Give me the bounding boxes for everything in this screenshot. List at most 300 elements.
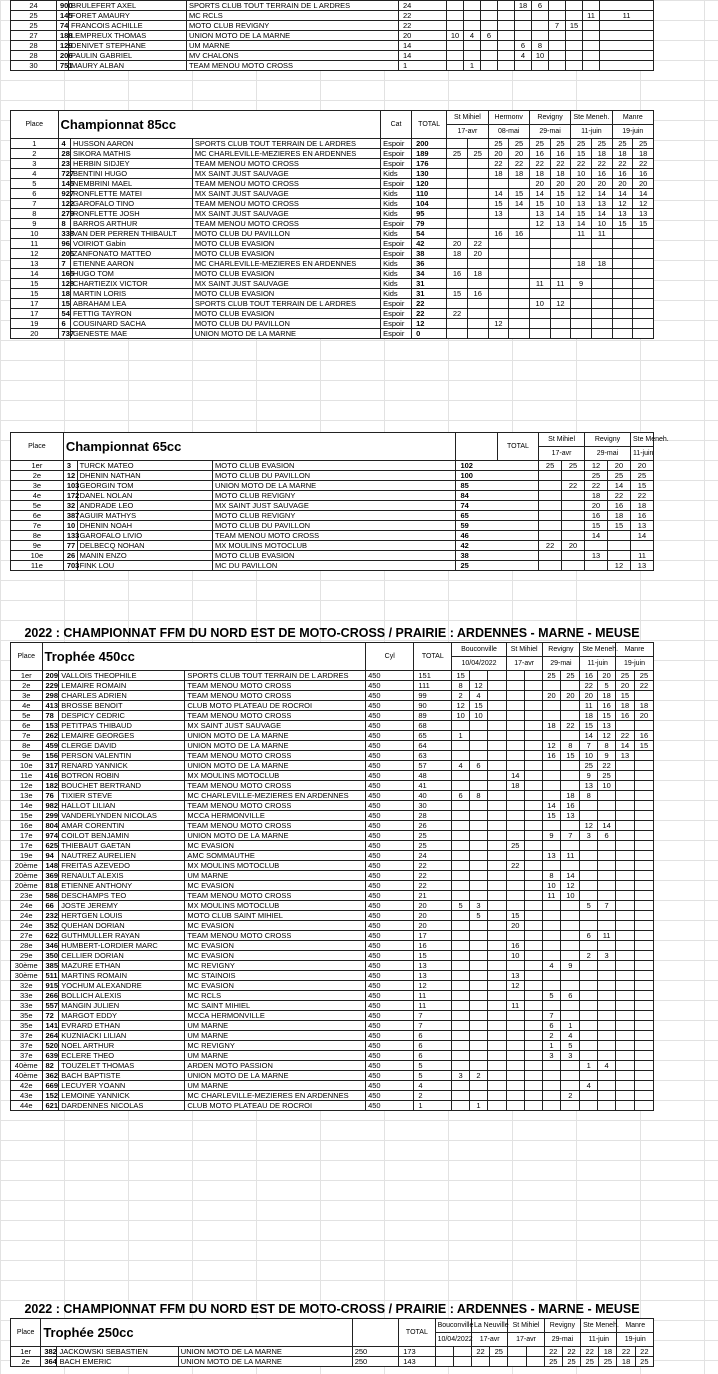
- score-cell: 12: [470, 681, 488, 691]
- place-cell: 27: [11, 31, 57, 41]
- score-cell: [487, 741, 506, 751]
- table-450cc-previous-rows: [10, 0, 654, 71]
- score-cell: 3: [452, 1071, 470, 1081]
- score-cell: [447, 189, 468, 199]
- club-cell: TEAM MENOU MOTO CROSS: [185, 821, 366, 831]
- score-cell: [634, 861, 653, 871]
- rider-number-cell: 153: [42, 721, 59, 731]
- table-row: [11, 319, 654, 329]
- score-cell: [524, 981, 542, 991]
- table-row: [11, 1081, 654, 1091]
- score-cell: [447, 259, 468, 269]
- total-cell: 21: [414, 891, 452, 901]
- table-row: [11, 971, 654, 981]
- score-cell: 18: [571, 259, 592, 269]
- rider-number-cell: 387: [63, 511, 77, 521]
- place-cell: 35e: [11, 1011, 43, 1021]
- rider-name-cell: MANIN ENZO: [77, 551, 212, 561]
- score-cell: [524, 851, 542, 861]
- place-cell: 4e: [11, 701, 43, 711]
- score-cell: [487, 931, 506, 941]
- score-cell: 2: [452, 691, 470, 701]
- score-cell: [524, 831, 542, 841]
- table-row: [11, 531, 654, 541]
- table-row: [11, 821, 654, 831]
- rider-number-cell: 369: [42, 871, 59, 881]
- score-cell: [487, 961, 506, 971]
- place-cell: 4: [11, 169, 59, 179]
- score-cell: [524, 931, 542, 941]
- score-cell: 25: [599, 1357, 617, 1367]
- score-cell: [447, 279, 468, 289]
- score-cell: [452, 1041, 470, 1051]
- table-row: [11, 229, 654, 239]
- place-cell: 5e: [11, 501, 64, 511]
- club-cell: MCCA HERMONVILLE: [185, 1011, 366, 1021]
- score-cell: 5: [580, 901, 598, 911]
- score-cell: [447, 229, 468, 239]
- score-cell: [498, 31, 515, 41]
- score-cell: [571, 239, 592, 249]
- total-cell: 5: [414, 1071, 452, 1081]
- score-cell: 8: [532, 41, 549, 51]
- score-cell: [616, 941, 635, 951]
- rider-number-cell: 264: [42, 1031, 59, 1041]
- rider-name-cell: FRANCOIS ACHILLE: [69, 21, 187, 31]
- score-cell: 11: [550, 279, 571, 289]
- score-cell: [506, 721, 524, 731]
- rider-name-cell: LEMOINE YANNICK: [59, 1091, 185, 1101]
- cylinder-cell: 450: [366, 1061, 414, 1071]
- score-cell: [470, 871, 488, 881]
- score-cell: 25: [571, 139, 592, 149]
- score-cell: [591, 289, 612, 299]
- score-cell: [452, 1051, 470, 1061]
- score-cell: 1: [580, 1061, 598, 1071]
- score-cell: [487, 891, 506, 901]
- rider-name-cell: ZANFONATO MATTEO: [70, 249, 192, 259]
- table-row: [11, 881, 654, 891]
- score-cell: [571, 309, 592, 319]
- rider-name-cell: JACKOWSKI SEBASTIEN: [57, 1347, 178, 1357]
- score-cell: [616, 871, 635, 881]
- score-cell: [524, 771, 542, 781]
- score-cell: [467, 309, 488, 319]
- place-cell: 20ème: [11, 861, 43, 871]
- rider-number-cell: 6: [58, 319, 70, 329]
- rider-name-cell: FETTIG TAYRON: [70, 309, 192, 319]
- header-row: [11, 1319, 654, 1333]
- score-cell: [580, 1001, 598, 1011]
- score-cell: [616, 921, 635, 931]
- table-title: Championnat 65cc: [63, 433, 456, 461]
- score-cell: [506, 1061, 524, 1071]
- club-cell: MOTO CLUB EVASION: [192, 249, 380, 259]
- club-cell: UNION MOTO DE LA MARNE: [185, 741, 366, 751]
- cylinder-cell: 450: [366, 811, 414, 821]
- score-cell: 4: [452, 761, 470, 771]
- score-cell: 22: [633, 159, 654, 169]
- club-cell: TEAM MENOU MOTO CROSS: [185, 751, 366, 761]
- rider-name-cell: ETIENNE ANTHONY: [59, 881, 185, 891]
- score-cell: 22: [612, 159, 633, 169]
- score-cell: 25: [581, 1357, 599, 1367]
- score-cell: [612, 249, 633, 259]
- score-cell: [598, 851, 616, 861]
- score-cell: 2: [470, 1071, 488, 1081]
- score-cell: 12: [452, 701, 470, 711]
- rider-number-cell: 669: [42, 1081, 59, 1091]
- score-cell: [561, 701, 580, 711]
- place-cell: 1er: [11, 671, 43, 681]
- score-cell: 18: [598, 691, 616, 701]
- score-cell: [542, 861, 561, 871]
- score-cell: [598, 801, 616, 811]
- rider-number-cell: 103: [63, 481, 77, 491]
- score-cell: [470, 991, 488, 1001]
- score-cell: [562, 521, 585, 531]
- score-cell: [598, 811, 616, 821]
- place-cell: 37e: [11, 1051, 43, 1061]
- club-cell: TEAM MENOU MOTO CROSS: [185, 711, 366, 721]
- score-cell: [580, 1011, 598, 1021]
- score-cell: 18: [509, 169, 530, 179]
- score-cell: [562, 501, 585, 511]
- score-cell: 15: [585, 521, 608, 531]
- score-cell: 18: [550, 169, 571, 179]
- category-cell: Kids: [381, 289, 412, 299]
- total-cell: 100: [456, 471, 539, 481]
- score-cell: [470, 731, 488, 741]
- club-cell: MC DU PAVILLON: [213, 561, 456, 571]
- total-cell: 6: [414, 1041, 452, 1051]
- score-cell: [524, 841, 542, 851]
- place-cell: 14e: [11, 801, 43, 811]
- club-cell: UNION MOTO DE LA MARNE: [185, 831, 366, 841]
- score-cell: [452, 941, 470, 951]
- score-cell: [447, 199, 468, 209]
- score-cell: 16: [529, 149, 550, 159]
- rider-number-cell: 10: [63, 521, 77, 531]
- score-cell: [566, 41, 583, 51]
- table-row: [11, 189, 654, 199]
- score-cell: [487, 1041, 506, 1051]
- score-cell: 11: [561, 851, 580, 861]
- club-cell: MC EVASION: [185, 841, 366, 851]
- score-cell: [542, 941, 561, 951]
- table-row: [11, 1091, 654, 1101]
- score-cell: 25: [467, 149, 488, 159]
- category-cell: Espoir: [381, 309, 412, 319]
- total-cell: 176: [412, 159, 447, 169]
- score-cell: 14: [630, 531, 653, 541]
- place-cell: 15: [11, 279, 59, 289]
- score-cell: 16: [585, 511, 608, 521]
- score-cell: [506, 871, 524, 881]
- score-cell: [542, 821, 561, 831]
- total-cell: 22: [412, 299, 447, 309]
- score-cell: [524, 961, 542, 971]
- score-cell: 13: [585, 551, 608, 561]
- total-cell: 1: [399, 61, 447, 71]
- score-cell: [447, 329, 468, 339]
- score-cell: [467, 159, 488, 169]
- score-cell: [561, 771, 580, 781]
- score-cell: [583, 21, 600, 31]
- score-cell: [506, 711, 524, 721]
- score-cell: [487, 701, 506, 711]
- category-cell: Espoir: [381, 329, 412, 339]
- table-row: [11, 911, 654, 921]
- score-cell: [634, 1031, 653, 1041]
- score-cell: [506, 1081, 524, 1091]
- score-cell: 18: [634, 701, 653, 711]
- event-name: Revigny: [544, 1319, 580, 1333]
- table-row: [11, 1, 654, 11]
- score-cell: [452, 1001, 470, 1011]
- score-cell: [616, 1031, 635, 1041]
- club-cell: MC REVIGNY: [185, 961, 366, 971]
- table-row: [11, 701, 654, 711]
- table-row: [11, 811, 654, 821]
- rider-name-cell: GAROFALO TINO: [70, 199, 192, 209]
- score-cell: [452, 721, 470, 731]
- score-cell: [435, 1347, 453, 1357]
- score-cell: [561, 1101, 580, 1111]
- score-cell: [509, 309, 530, 319]
- score-cell: [524, 921, 542, 931]
- score-cell: 5: [542, 991, 561, 1001]
- rider-number-cell: 148: [42, 861, 59, 871]
- rider-number-cell: 266: [42, 991, 59, 1001]
- place-cell: 40ème: [11, 1071, 43, 1081]
- score-cell: [452, 841, 470, 851]
- score-cell: 18: [607, 511, 630, 521]
- score-cell: [487, 921, 506, 931]
- score-cell: [487, 941, 506, 951]
- score-cell: [452, 821, 470, 831]
- table-row: [11, 891, 654, 901]
- score-cell: [571, 289, 592, 299]
- rider-name-cell: PAULIN GABRIEL: [69, 51, 187, 61]
- total-cell: 4: [414, 1081, 452, 1091]
- score-cell: [532, 61, 549, 71]
- header-row: [11, 643, 654, 657]
- rider-name-cell: FORET AMAURY: [69, 11, 187, 21]
- club-cell: MOTO CLUB EVASION: [213, 551, 456, 561]
- score-cell: [498, 21, 515, 31]
- score-cell: 15: [452, 671, 470, 681]
- score-cell: [561, 1081, 580, 1091]
- score-cell: [616, 881, 635, 891]
- club-cell: TEAM MENOU MOTO CROSS: [185, 801, 366, 811]
- place-cell: 28: [11, 51, 57, 61]
- rider-name-cell: KUZNIACKI LILIAN: [59, 1031, 185, 1041]
- score-cell: [542, 901, 561, 911]
- rider-name-cell: VALLOIS THEOPHILE: [59, 671, 185, 681]
- score-cell: 13: [488, 209, 509, 219]
- score-cell: 5: [470, 911, 488, 921]
- club-cell: TEAM MENOU MOTO CROSS: [192, 159, 380, 169]
- table-row: [11, 1071, 654, 1081]
- score-cell: [600, 61, 654, 71]
- score-cell: [571, 269, 592, 279]
- score-cell: [524, 941, 542, 951]
- place-cell: 9e: [11, 541, 64, 551]
- score-cell: [452, 921, 470, 931]
- total-cell: 20: [399, 31, 447, 41]
- score-cell: [634, 1091, 653, 1101]
- score-cell: 25: [506, 841, 524, 851]
- total-cell: 26: [414, 821, 452, 831]
- cylinder-cell: 450: [366, 1051, 414, 1061]
- score-cell: 16: [580, 671, 598, 681]
- rider-name-cell: MAURY ALBAN: [69, 61, 187, 71]
- score-cell: [539, 561, 562, 571]
- score-cell: 8: [561, 741, 580, 751]
- score-cell: 6: [580, 931, 598, 941]
- score-cell: 12: [550, 299, 571, 309]
- place-cell: 12: [11, 249, 59, 259]
- score-cell: 22: [550, 159, 571, 169]
- score-cell: 13: [630, 561, 653, 571]
- score-cell: [633, 249, 654, 259]
- score-cell: 15: [447, 289, 468, 299]
- score-cell: [481, 51, 498, 61]
- score-cell: 13: [591, 199, 612, 209]
- score-cell: [542, 731, 561, 741]
- score-cell: [542, 701, 561, 711]
- club-cell: UNION MOTO DE LA MARNE: [178, 1357, 352, 1367]
- score-cell: [562, 551, 585, 561]
- score-cell: 9: [571, 279, 592, 289]
- score-cell: [598, 1011, 616, 1021]
- rider-number-cell: 206: [57, 51, 69, 61]
- score-cell: [598, 871, 616, 881]
- score-cell: [526, 1347, 544, 1357]
- score-cell: [561, 821, 580, 831]
- cylinder-cell: 450: [366, 731, 414, 741]
- score-cell: [634, 881, 653, 891]
- score-cell: 11: [600, 11, 654, 21]
- score-cell: [488, 259, 509, 269]
- event-date: 19-juin: [612, 125, 653, 139]
- total-cell: 104: [412, 199, 447, 209]
- table-row: [11, 269, 654, 279]
- rider-name-cell: AGUIR MATHYS: [77, 511, 212, 521]
- club-cell: MOTO CLUB REVIGNY: [213, 511, 456, 521]
- score-cell: [524, 671, 542, 681]
- score-cell: 3: [470, 901, 488, 911]
- score-cell: [488, 299, 509, 309]
- cylinder-cell: 450: [366, 1021, 414, 1031]
- score-cell: [498, 61, 515, 71]
- score-cell: 20: [612, 179, 633, 189]
- total-cell: 17: [414, 931, 452, 941]
- score-cell: 22: [561, 721, 580, 731]
- score-cell: [616, 1051, 635, 1061]
- score-cell: [550, 229, 571, 239]
- total-cell: 89: [414, 711, 452, 721]
- place-cell: 2e: [11, 681, 43, 691]
- total-cell: 40: [414, 791, 452, 801]
- results-table: [10, 642, 654, 1111]
- table-row: [11, 1357, 654, 1367]
- score-cell: 13: [542, 851, 561, 861]
- score-cell: 12: [561, 881, 580, 891]
- score-cell: 10: [571, 169, 592, 179]
- score-cell: [634, 941, 653, 951]
- total-cell: 7: [414, 1021, 452, 1031]
- rider-name-cell: BOTRON ROBIN: [59, 771, 185, 781]
- score-cell: [612, 239, 633, 249]
- score-cell: [506, 901, 524, 911]
- event-name: St Mihiel: [447, 111, 488, 125]
- score-cell: [506, 811, 524, 821]
- score-cell: [524, 781, 542, 791]
- score-cell: [532, 21, 549, 31]
- event-date: 10/04/2022: [435, 1333, 471, 1347]
- score-cell: [616, 771, 635, 781]
- rider-name-cell: RENAULT ALEXIS: [59, 871, 185, 881]
- score-cell: [580, 971, 598, 981]
- club-cell: UM MARNE: [185, 1021, 366, 1031]
- club-cell: MC EVASION: [185, 921, 366, 931]
- table-row: [11, 871, 654, 881]
- club-cell: UNION MOTO DE LA MARNE: [213, 481, 456, 491]
- place-cell: 19: [11, 319, 59, 329]
- score-cell: [470, 781, 488, 791]
- category-cell: Espoir: [381, 159, 412, 169]
- place-cell: 1er: [11, 1347, 41, 1357]
- score-cell: [481, 21, 498, 31]
- table-row: [11, 551, 654, 561]
- score-cell: [633, 299, 654, 309]
- score-cell: 14: [509, 199, 530, 209]
- score-cell: [452, 1011, 470, 1021]
- score-cell: 15: [488, 199, 509, 209]
- place-cell: 15: [11, 289, 59, 299]
- table-row: [11, 1347, 654, 1357]
- score-cell: [515, 61, 532, 71]
- rider-name-cell: LEMAIRE GEORGES: [59, 731, 185, 741]
- score-cell: 25: [490, 1347, 508, 1357]
- category-cell: Kids: [381, 199, 412, 209]
- event-name: Manre: [617, 1319, 654, 1333]
- rider-number-cell: 54: [58, 309, 70, 319]
- place-cell: 10: [11, 229, 59, 239]
- score-cell: [467, 199, 488, 209]
- score-cell: [616, 1071, 635, 1081]
- score-cell: [470, 1091, 488, 1101]
- score-cell: 18: [515, 1, 532, 11]
- score-cell: [447, 1, 464, 11]
- score-cell: [447, 319, 468, 329]
- score-cell: 22: [471, 1347, 489, 1357]
- score-cell: 22: [607, 491, 630, 501]
- place-cell: 16e: [11, 821, 43, 831]
- score-cell: [506, 891, 524, 901]
- table-row: [11, 159, 654, 169]
- score-cell: 20: [506, 921, 524, 931]
- score-cell: [506, 741, 524, 751]
- score-cell: [634, 1081, 653, 1091]
- club-cell: MC RCLS: [185, 991, 366, 1001]
- table-row: [11, 781, 654, 791]
- score-cell: 7: [542, 1011, 561, 1021]
- score-cell: 15: [598, 711, 616, 721]
- score-cell: [561, 1011, 580, 1021]
